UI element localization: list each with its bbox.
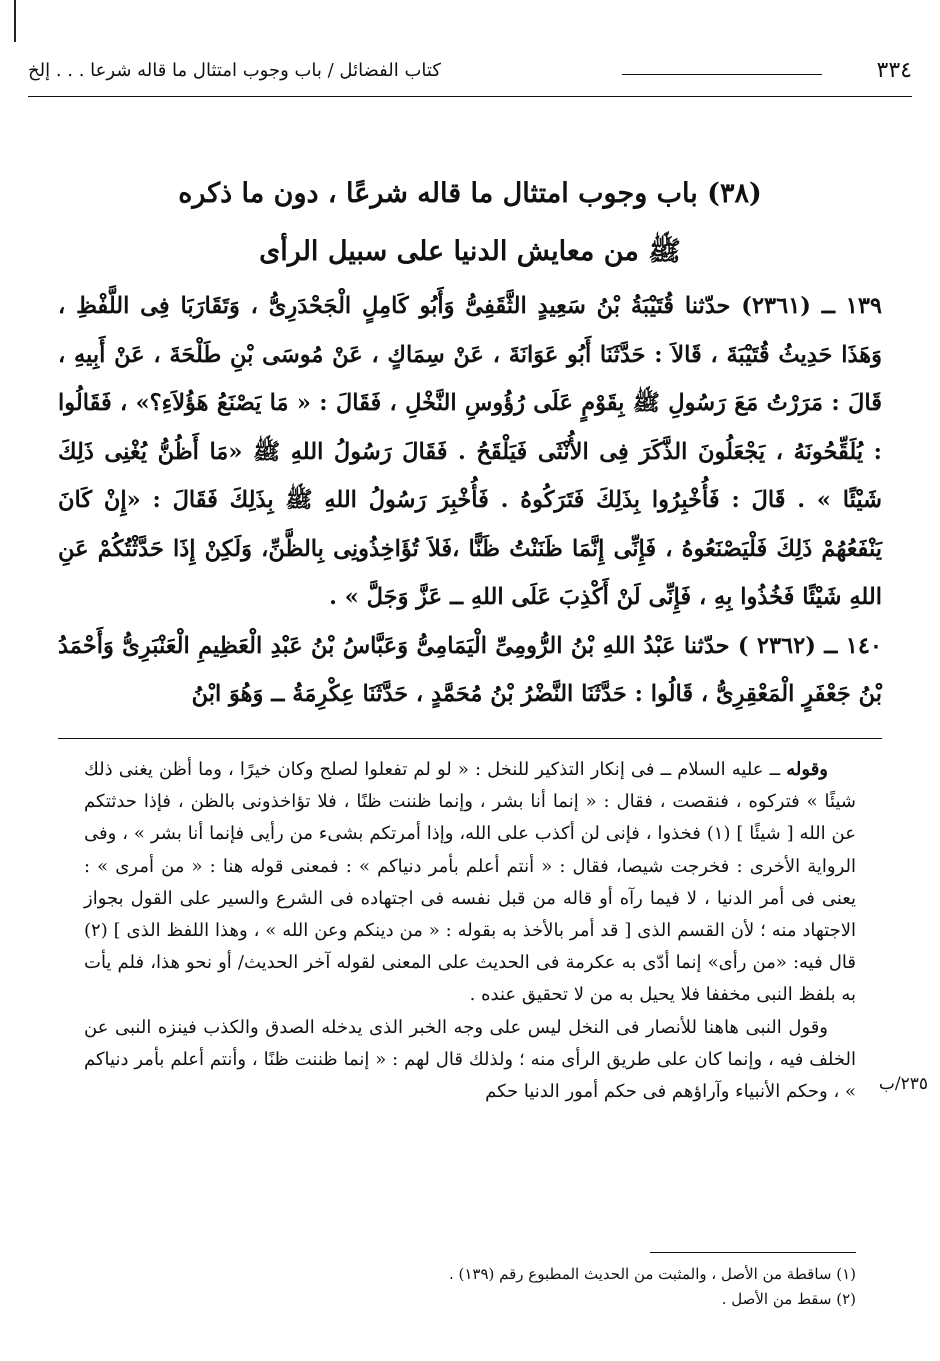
commentary-lead-word: وقوله [786, 759, 828, 780]
commentary-paragraph-2: وقول النبى هاهنا للأنصار فى النخل ليس على وجه الخبر الذى يدخله الصدق والكذب فينزه النبى عن الخلف فيه ، وإنما كان على طريق الرأى منه ؛ ولذلك قال لهم : « إنما ظننت ظنًا ، وأنتم أعلم بأمر دنياكم » ، وحكم الأنبياء وآراؤهم فى حكم أمور الدنيا حكم [84, 1016, 856, 1103]
chapter-heading-line-1: (٣٨) باب وجوب امتثال ما قاله شرعًا ، دون ما ذكره [178, 178, 762, 209]
footnotes [84, 1262, 856, 1312]
commentary [84, 754, 856, 1108]
footnote-1: (١) ساقطة من الأصل ، والمثبت من الحديث المطبوع رقم (١٣٩) . [448, 1265, 856, 1283]
footnote-divider [650, 1252, 856, 1253]
chapter-heading [80, 165, 860, 281]
footnote-2: (٢) سقط من الأصل . [721, 1290, 856, 1308]
commentary-paragraph-1 [84, 754, 856, 1012]
hadith-text [58, 282, 882, 719]
binding-line [14, 0, 16, 42]
hadith-139: ١٣٩ ــ (٢٣٦١) حدّثنا قُتَيْبَةُ بْنُ سَعِيدٍ الثَّقَفِىُّ وَأَبُو كَامِلٍ الْجَحْدَرِىُّ ، وَتَقَارَبَا فِى اللَّفْظِ ، وَهَذَا حَدِيثُ قُتَيْبَةَ ، قَالاَ : حَدَّثَنَا أَبُو عَوَانَةَ ، عَنْ سِمَاكٍ ، عَنْ مُوسَى بْنِ طَلْحَةَ ، عَنْ أَبِيهِ ، قَالَ : مَرَرْتُ مَعَ رَسُولِ ﷺ بِقَوْمٍ عَلَى رُؤُوسِ النَّخْلِ ، فَقَالَ : « مَا يَصْنَعُ هَؤُلاَءِ؟» ، فَقَالُوا : يُلَقِّحُونَهُ ، يَجْعَلُونَ الذَّكَرَ فِى الأُنْثَى فَيَلْقَحُ . فَقَالَ رَسُولُ اللهِ ﷺ «مَا أَظُنُّ يُغْنِى ذَلِكَ شَيْئًا » . قَالَ : فَأُخْبِرُوا بِذَلِكَ فَتَرَكُوهُ . فَأُخْبِرَ رَسُولُ اللهِ ﷺ بِذَلِكَ فَقَالَ : «إِنْ كَانَ يَنْفَعُهُمْ ذَلِكَ فَلْيَصْنَعُوهُ ، فَإِنِّى إِنَّمَا ظَنَنْتُ ظَنًّا ،فَلاَ تُؤَاخِذُونِى بِالظَّنِّ، وَلَكِنْ إِذَا حَدَّثْتُكُمْ عَنِ اللهِ شَيْئًا فَخُذُوا بِهِ ، فَإِنِّى لَنْ أَكْذِبَ عَلَى اللهِ ــ عَزَّ وَجَلَّ » . [58, 293, 883, 610]
commentary-divider [58, 738, 882, 739]
chapter-heading-line-2: ﷺ من معايش الدنيا على سبيل الرأى [259, 236, 681, 267]
header-dash-rule [622, 74, 822, 75]
running-title: كتاب الفضائل / باب وجوب امتثال ما قاله شرعا . . . إلخ [28, 60, 441, 81]
header-divider [28, 96, 912, 97]
hadith-140: ١٤٠ ــ (٢٣٦٢ ) حدّثنا عَبْدُ اللهِ بْنُ الرُّومِىِّ الْيَمَامِىُّ وَعَبَّاسُ بْنُ عَبْدِ الْعَظِيمِ الْعَنْبَرِىُّ وَأَحْمَدُ بْنُ جَعْفَرٍ الْمَعْقِرِىُّ ، قَالُوا : حَدَّثَنَا النَّضْرُ بْنُ مُحَمَّدٍ ، حَدَّثَنَا عِكْرِمَةُ ــ وَهُوَ ابْنُ [58, 632, 882, 707]
manuscript-folio-note: ٢٣٥/ب [878, 1074, 928, 1094]
page-number: ٣٣٤ [876, 58, 912, 83]
running-header [28, 56, 912, 90]
commentary-paragraph-1-text: ــ عليه السلام ــ فى إنكار التذكير للنخل : « لو لم تفعلوا لصلح وكان خيرًا ، وما أظن يغنى ذلك شيئًا » فتركوه ، فنقصت ، فقال : « إنما أنا بشر ، وإنما ظننت ظنًا ، فلا تؤاخذونى بالظن ، فإذا حدثتكم عن الله [ شيئًا ] (١) فخذوا ، فإنى لن أكذب على الله، وإذا أمرتكم بشىء من رأيى فإنما أنا بشر » ، وفى الرواية الأخرى : فخرجت شيصا، فقال : « أنتم أعلم بأمر دنياكم » : فمعنى قوله هنا : « من أمرى » : يعنى فى أمر الدنيا ، لا فيما رآه أو قاله من قبل نفسه فى اجتهاده فى الشرع والسير على القول بجواز الاجتهاد منه ؛ لأن القسم الذى [ قد أمر بالأخذ به بقوله : « من دينكم وعن الله » ، وهذا اللفظ الذى ] (٢) قال فيه: «من رأى» إنما أدّى به عكرمة فى الحديث على المعنى لقوله آخر الحديث/ أو نحو هذا، فلم يأت به بلفظ النبى مخففا فلا يحيل به من لا تحقيق عنده . [84, 759, 856, 1006]
